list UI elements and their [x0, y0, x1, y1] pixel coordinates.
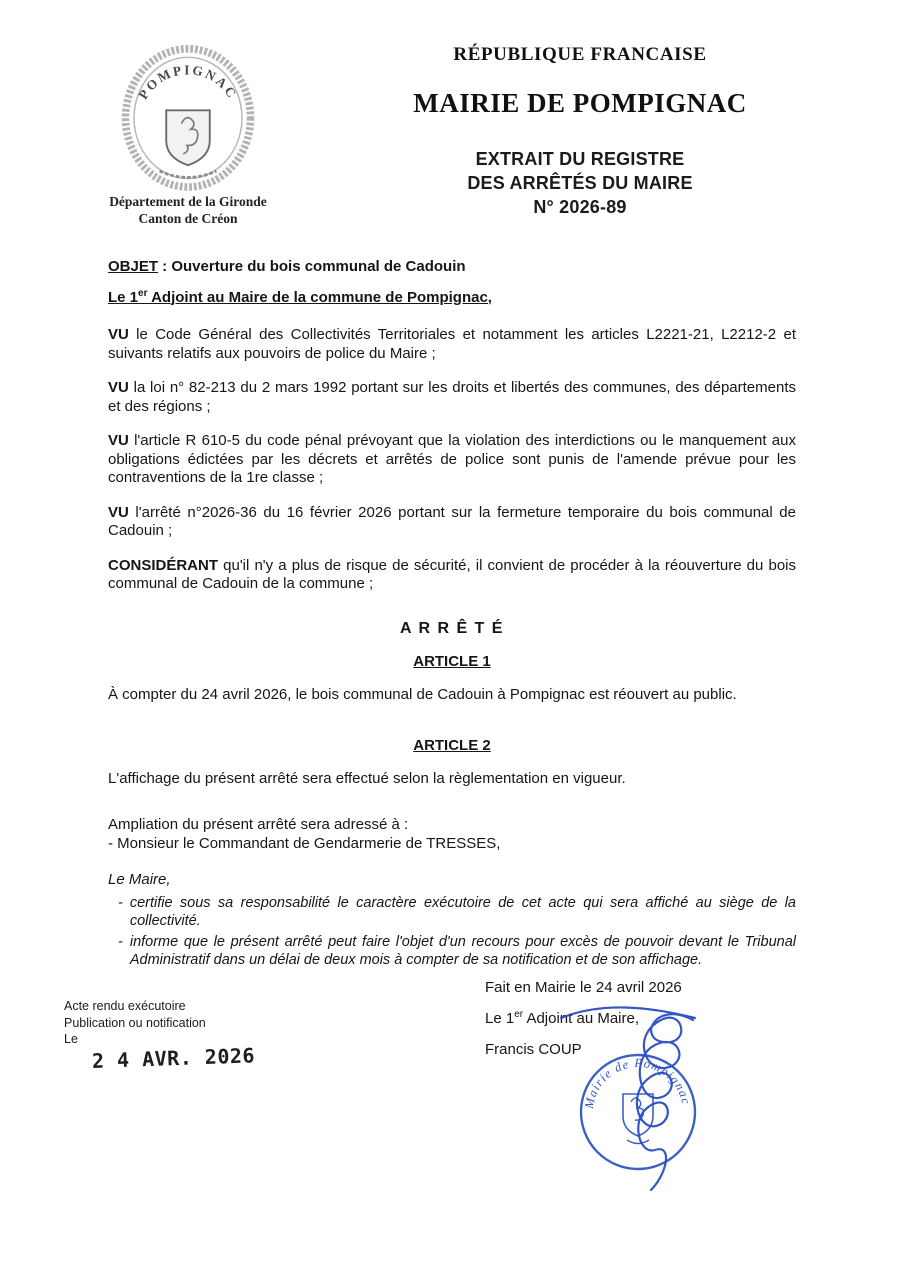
- recital-label: CONSIDÉRANT: [108, 556, 219, 574]
- bullet-dash: -: [118, 933, 123, 950]
- registre-title-block: [330, 147, 830, 219]
- date-stamp: 2 4 AVR. 2026: [91, 1042, 256, 1073]
- signature-block: [485, 979, 682, 1072]
- commune-seal-block: [96, 40, 280, 227]
- recital-label: VU: [108, 432, 129, 449]
- recital-label: VU: [108, 379, 129, 396]
- stamp-coat-of-arms: [623, 1094, 653, 1144]
- header-titles: [330, 44, 830, 219]
- canton-line: Canton de Créon: [138, 211, 238, 226]
- stamp-curved-text: Mairie de Pompignac: [581, 1055, 694, 1110]
- recital-vu-3: VU l'article R 610-5 du code pénal prévoyant que la violation des interdictions ou le manquement aux obligations édictées par les décrets et arrêtés de police sont punis de l'amende prévue pour les contraventions de la 1re classe ;: [108, 432, 796, 486]
- recital-label: VU: [108, 326, 129, 343]
- executoire-line-3: Le: [64, 1032, 78, 1046]
- maire-certification-block: [108, 871, 796, 969]
- ordinal-superscript: er: [514, 1009, 524, 1020]
- republic-title: RÉPUBLIQUE FRANCAISE: [453, 44, 707, 65]
- ampliation-recipient: - Monsieur le Commandant de Gendarmerie de TRESSES,: [108, 834, 501, 852]
- seal-shield: [166, 110, 210, 165]
- ampliation-intro: Ampliation du présent arrêté sera adressé à :: [108, 816, 409, 833]
- recital-vu-4: VU l'arrêté n°2026-36 du 16 février 2026 portant sur la fermeture temporaire du bois communal de Cadouin ;: [108, 503, 796, 539]
- article-1-heading: ARTICLE 1: [413, 653, 491, 670]
- article-1-text: À compter du 24 avril 2026, le bois communal de Cadouin à Pompignac est réouvert au public.: [108, 685, 737, 703]
- department-line: Département de la Gironde: [109, 194, 267, 209]
- executoire-line-2: Publication ou notification: [64, 1015, 206, 1030]
- certification-item-1: - certifie sous sa responsabilité le caractère exécutoire de cet acte qui sera affiché au siège de la collectivité.: [118, 894, 796, 929]
- fait-en-mairie-line: Fait en Mairie le 24 avril 2026: [485, 979, 682, 996]
- recital-considerant: CONSIDÉRANT qu'il n'y a plus de risque de sécurité, il convient de procéder à la réouverture du bois communal de Cadouin de la commune ;: [108, 556, 796, 592]
- article-2-heading: ARTICLE 2: [413, 737, 491, 754]
- maire-label: Le Maire,: [108, 871, 171, 888]
- objet-line: [108, 258, 796, 277]
- executoire-block: [64, 998, 256, 1073]
- certification-item-2: - informe que le présent arrêté peut faire l'objet d'un recours pour excès de pouvoir devant le Tribunal Administratif dans un délai de deux mois à compter de sa notification et de son affichage.: [118, 933, 796, 968]
- mairie-title: MAIRIE DE POMPIGNAC: [413, 88, 747, 118]
- arrete-number: N° 2026-89: [533, 197, 627, 217]
- objet-label: OBJET: [108, 258, 159, 275]
- executoire-line-1: Acte rendu exécutoire: [64, 999, 186, 1013]
- ampliation-block: [108, 816, 796, 853]
- commune-seal-icon: [117, 40, 259, 192]
- extrait-line-2: DES ARRÊTÉS DU MAIRE: [467, 173, 693, 193]
- arrete-heading: A R R Ê T É: [400, 619, 504, 637]
- objet-text: : Ouverture du bois communal de Cadouin: [158, 258, 466, 275]
- ordinal-superscript: er: [138, 287, 148, 299]
- bullet-dash: -: [118, 894, 123, 911]
- article-2-text: L'affichage du présent arrêté sera effectué selon la règlementation en vigueur.: [108, 769, 626, 787]
- document-body: [108, 258, 796, 972]
- extrait-line-1: EXTRAIT DU REGISTRE: [475, 149, 685, 169]
- recital-vu-1: VU le Code Général des Collectivités Territoriales et notamment les articles L2221-21, L2212-2 et suivants relatifs aux pouvoirs de police du Maire ;: [108, 326, 796, 362]
- recital-label: VU: [108, 503, 129, 521]
- seal-commune-name: POMPIGNAC: [135, 62, 241, 102]
- svg-text:POMPIGNAC: [135, 62, 240, 102]
- signataire-title-line: Le 1er Adjoint au Maire,: [485, 1009, 640, 1027]
- signataire-name: Francis COUP: [485, 1041, 582, 1058]
- adjoint-heading: Le 1er Adjoint au Maire de la commune de Pompignac,: [108, 287, 492, 306]
- recital-vu-2: VU la loi n° 82-213 du 2 mars 1992 portant sur les droits et libertés des communes, des départements et des régions ;: [108, 379, 796, 415]
